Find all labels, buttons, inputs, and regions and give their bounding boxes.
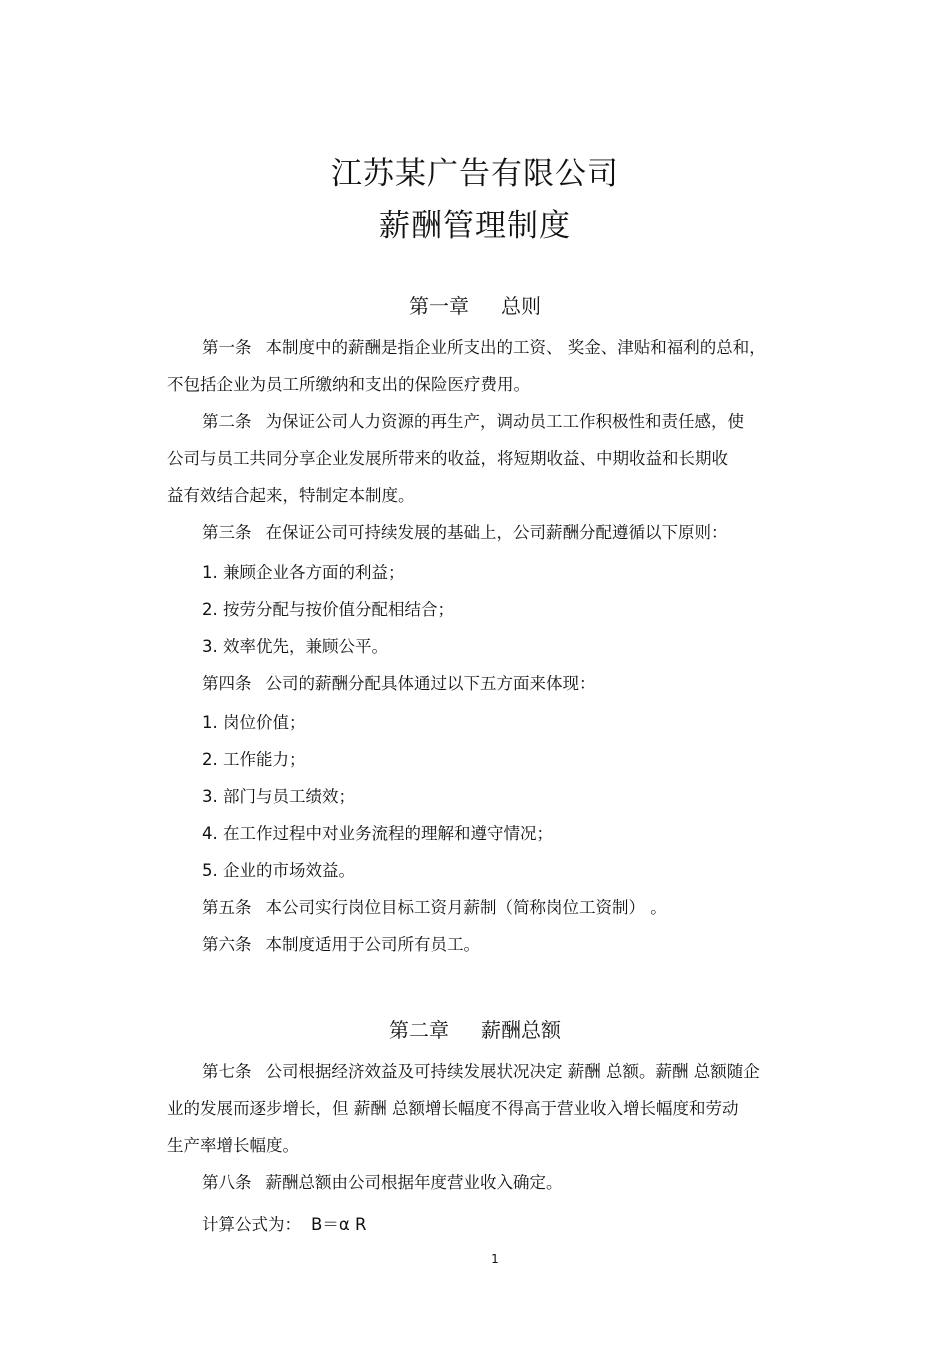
article-7-cont: 业的发展而逐步增长，但 薪酬 总额增长幅度不得高于营业收入增长幅度和劳动 (167, 1099, 739, 1118)
article-2-cont: 益有效结合起来，特制定本制度。 (167, 486, 415, 505)
article-label: 第三条 (202, 523, 252, 542)
article-label: 第一条 (202, 338, 252, 357)
article-text: 为保证公司人力资源的再生产，调动员工工作积极性和责任感，使 (265, 412, 744, 431)
article-6 (202, 934, 480, 956)
chapter-number: 第二章 (389, 1018, 449, 1042)
article-label: 第八条 (202, 1173, 252, 1192)
chapter-heading-2 (0, 1014, 950, 1043)
chapter-number: 第一章 (409, 294, 469, 318)
list-item: 1. 兼顾企业各方面的利益； (202, 563, 405, 582)
article-label: 第五条 (202, 898, 252, 917)
article-2 (202, 411, 744, 433)
list-item: 1. 岗位价值； (202, 713, 306, 732)
article-1-cont: 不包括企业为员工所缴纳和支出的保险医疗费用。 (167, 375, 530, 394)
chapter-heading-1 (0, 290, 950, 319)
article-7 (202, 1061, 760, 1083)
article-4 (202, 673, 596, 695)
list-item: 2. 按劳分配与按价值分配相结合； (202, 600, 454, 619)
article-7-cont: 生产率增长幅度。 (167, 1136, 299, 1155)
article-text: 薪酬总额由公司根据年度营业收入确定。 (265, 1173, 563, 1192)
article-5 (202, 897, 667, 919)
article-text: 本制度适用于公司所有员工。 (265, 935, 480, 954)
article-text: 公司的薪酬分配具体通过以下五方面来体现： (265, 674, 596, 693)
article-label: 第二条 (202, 412, 252, 431)
list-item: 2. 工作能力； (202, 750, 306, 769)
article-text: 在保证公司可持续发展的基础上，公司薪酬分配遵循以下原则： (265, 523, 728, 542)
list-item: 4. 在工作过程中对业务流程的理解和遵守情况； (202, 824, 553, 843)
article-3 (202, 522, 728, 544)
document-title: 江苏某广告有限公司 (331, 156, 619, 192)
article-2-cont: 公司与员工共同分享企业发展所带来的收益，将短期收益、中期收益和长期收 (167, 449, 728, 468)
chapter-title: 薪酬总额 (481, 1018, 561, 1042)
formula: B＝α R (311, 1215, 367, 1234)
article-1 (202, 337, 766, 359)
list-item: 3. 效率优先，兼顾公平。 (202, 637, 388, 656)
formula-line (202, 1214, 366, 1236)
article-text: 公司根据经济效益及可持续发展状况决定 薪酬 总额。薪酬 总额随企 (265, 1062, 760, 1081)
article-label: 第四条 (202, 674, 252, 693)
list-item: 3. 部门与员工绩效； (202, 787, 355, 806)
list-item: 5. 企业的市场效益。 (202, 861, 355, 880)
article-text: 本制度中的薪酬是指企业所支出的工资、 奖金、津贴和福利的总和， (265, 338, 766, 357)
article-8 (202, 1172, 563, 1194)
page-number: 1 (491, 1252, 499, 1266)
article-label: 第六条 (202, 935, 252, 954)
article-text: 本公司实行岗位目标工资月薪制（简称岗位工资制） 。 (265, 898, 667, 917)
chapter-title: 总则 (501, 294, 541, 318)
document-subtitle: 薪酬管理制度 (379, 208, 571, 244)
formula-label: 计算公式为： (202, 1215, 301, 1234)
article-label: 第七条 (202, 1062, 252, 1081)
